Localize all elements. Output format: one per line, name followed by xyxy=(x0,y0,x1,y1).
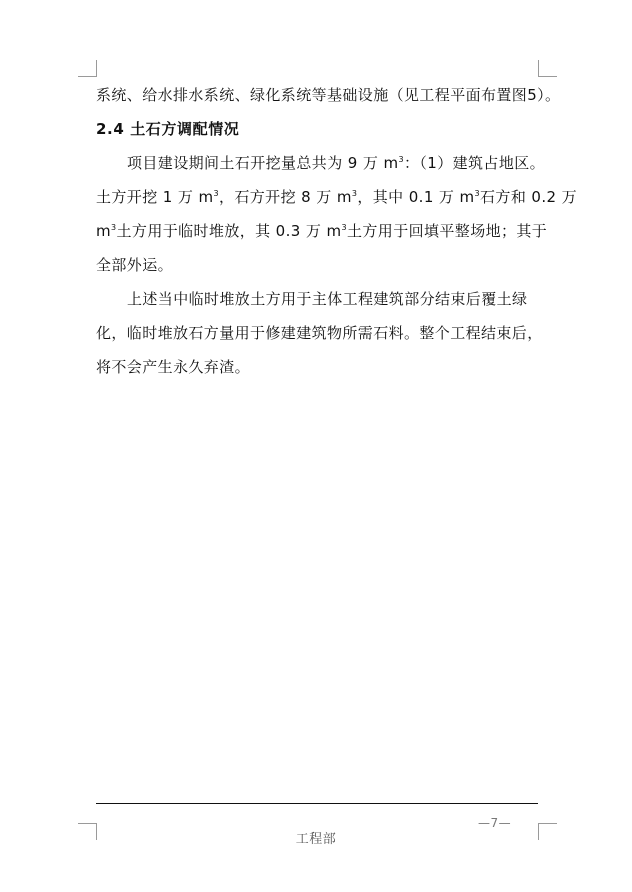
text-run: 全部外运。 xyxy=(96,256,174,274)
footer-rule xyxy=(96,803,538,804)
paragraph-earthwork xyxy=(96,146,578,282)
text-line xyxy=(96,350,542,384)
text-line xyxy=(96,282,542,316)
crop-mark-top-left xyxy=(78,60,97,77)
text-run: 化，临时堆放石方量用于修建建筑物所需石料。整个工程结束后， xyxy=(96,324,543,342)
text-run: ，其中 0.1 万 m xyxy=(357,188,475,206)
text-line xyxy=(96,214,548,248)
text-run: ，石方开挖 8 万 m xyxy=(218,188,352,206)
superscript: 3 xyxy=(398,155,404,164)
text-line xyxy=(96,146,546,180)
text-run: 土方用于临时堆放，其 0.3 万 m xyxy=(116,222,342,240)
document-body xyxy=(96,78,578,384)
superscript: 3 xyxy=(213,189,219,198)
text-line xyxy=(96,248,542,282)
paragraph-continuation xyxy=(96,78,561,112)
text-run: 上述当中临时堆放土方用于主体工程建筑部分结束后覆土绿 xyxy=(127,290,528,308)
footer-department: 工程部 xyxy=(295,832,337,847)
text-run: 土方开挖 1 万 m xyxy=(96,188,214,206)
section-heading xyxy=(96,112,542,146)
text-run: ：（1）建筑占地区。 xyxy=(403,154,546,172)
text-run: 项目建设期间土石开挖量总共为 9 万 m xyxy=(127,154,399,172)
section-heading-text: 2.4 土石方调配情况 xyxy=(96,120,240,138)
crop-mark-top-right xyxy=(538,60,557,77)
text-line xyxy=(96,316,542,350)
page-number: —7— xyxy=(478,816,512,830)
text-run: 将不会产生永久弃渣。 xyxy=(96,358,251,376)
superscript: 3 xyxy=(111,223,117,232)
text-line xyxy=(96,180,578,214)
paragraph-temporary-storage xyxy=(96,282,542,384)
text-run: 土方用于回填平整场地；其于 xyxy=(347,222,548,240)
superscript: 3 xyxy=(474,189,481,198)
superscript: 3 xyxy=(351,189,358,198)
text-line: 系统、给水排水系统、绿化系统等基础设施（见工程平面布置图5）。 xyxy=(96,86,561,104)
text-run: 石方和 0.2 万 xyxy=(480,188,578,206)
superscript: 3 xyxy=(341,223,347,232)
text-run: m xyxy=(96,222,112,240)
